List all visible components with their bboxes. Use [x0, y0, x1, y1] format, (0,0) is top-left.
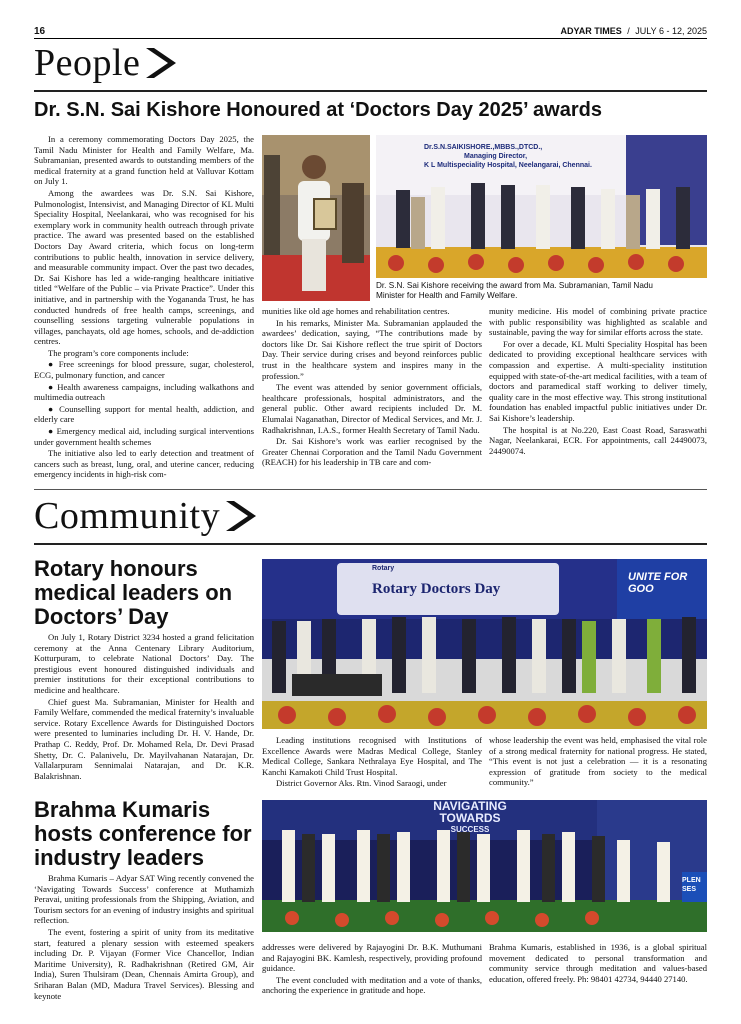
paragraph: The initiative also led to early detection and treatment of cancers such as breast, lung, oral, and uterine cancer, reducing emergency incidents in high-risk com-	[34, 448, 254, 480]
paragraph: For over a decade, KL Multi Speciality Hospital has been dedicated to providing exceptional healthcare services with compassion and expertise. A multi-speciality institution equipped with state-of-the-art medical facilities, with a team of doctors and paramedical staff working to deliver timely, quality care in the most effective way. This strong institutional foundation has enabled impactful public initiatives under Dr. Sai Kishore’s leadership.	[489, 338, 707, 423]
paragraph: The event, fostering a spirit of unity from its meditative start, featured a plenary session with esteemed speakers including Dr. P. Vijayan (Former Vice Chancellor, Indian Maritime University), R. Radhakrishnan (Retired GM, Air India), Suren Thulsiram (Dean, Chennais Amirta Group), and Sriharan Balan (MD, Madura Travel Services). Blessing and keynote	[34, 926, 254, 1001]
photo-rotary-event	[262, 559, 707, 729]
banner-line: K L Multispeciality Hospital, Neelangarai, Chennai.	[424, 162, 592, 169]
article3-col2	[262, 942, 482, 997]
paragraph: Brahma Kumaris – Adyar SAT Wing recently convened the ‘Navigating Towards Success’ conference at Muthamizh Peravai, uniting professionals from the Shipping, Aviation, and Tourism sectors for an evening of industry insights and spiritual reflection.	[34, 873, 254, 926]
photo-award-portrait	[262, 135, 370, 301]
unite-banner: UNITE FOR GOO	[628, 571, 688, 595]
photo-caption: Dr. S.N. Sai Kishore receiving the award from Ma. Subramanian, Tamil Nadu Minister for Health and Family Welfare.	[376, 281, 653, 300]
section-name: Community	[34, 495, 221, 537]
paragraph: whose leadership the event was held, emphasised the vital role of a strong medical fraternity for national progress. He stated, “This event is not just a celebration — it is a resonating expression of gratitude from society to the medical community.”	[489, 735, 707, 788]
banner-line: NAVIGATING	[433, 800, 507, 813]
paragraph: The hospital is at No.220, East Coast Road, Saraswathi Nagar, Neelankarai, ECR. For appointments, call 24490073, 24490074.	[489, 424, 707, 456]
paragraph: munities like old age homes and rehabilitation centres.	[262, 306, 450, 316]
rotary-banner-title: Rotary Doctors Day	[372, 581, 501, 597]
brahma-banner-title	[410, 800, 530, 836]
article1-col1	[34, 134, 254, 481]
section-name: People	[34, 42, 141, 84]
header-rule	[34, 38, 707, 39]
banner-line: Dr.S.N.SAIKISHORE.,MBBS.,DTCD.,	[424, 144, 543, 151]
paragraph: Leading institutions recognised with Institutions of Excellence Awards were Madras Medical College, Stanley Medical College, Sankara Nethralaya Eye Hospital, and The Kanchi Kamakoti Child Trust Hospital.	[262, 735, 482, 777]
paragraph: Brahma Kumaris, established in 1936, is a global spiritual movement dedicated to personal transformation and community service through meditation and values-based education, offered freely. Ph: 98401 42734, 94440 27140.	[489, 942, 707, 984]
article2-col3	[489, 735, 707, 789]
section-title-community	[34, 497, 258, 535]
chevron-right-icon	[224, 497, 258, 535]
section-rule	[34, 90, 707, 92]
portrait-illustration	[262, 135, 370, 301]
photo-brahma-kumaris-event	[262, 800, 707, 932]
paragraph: Among the awardees was Dr. S.N. Sai Kishore, Pulmonologist, Intensivist, and Managing Director of KL Multi Speciality Hospital, Neelankarai, who was recognised for his exemplary work in community health outreach through private practice. The award was presented based on the established Doctors Day Award criteria, which focus on long-term contributions to public health, innovation in service delivery, and measurable community impact. Over the past two decades, Dr. Sai Kishore has led a wide-ranging healthcare initiative titled “Welfare of the Public – via Private Practice”. Under this initiative, and in partnership with the Yogananda Trust, he has conducted hundreds of free health camps, screenings, and counselling sessions targeting vulnerable populations in villages, panchayats, old age homes, schools, and de-addiction centres.	[34, 187, 254, 347]
issue-date: JULY 6 - 12, 2025	[635, 26, 707, 36]
article3-col1	[34, 873, 254, 1002]
banner-line: Managing Director,	[464, 153, 528, 160]
article1-col2	[262, 306, 482, 469]
paragraph: In his remarks, Minister Ma. Subramanian applauded the awardees’ dedication, saying, “The contributions made by doctors like Dr. Sai Kishore reflect the true spirit of Doctors Day. Their service during crises and beyond reinforces public trust in the healthcare system and inspires many in the profession.”	[262, 317, 482, 381]
article2-headline: Rotary honours medical leaders on Doctors’ Day	[34, 556, 233, 629]
article1-headline: Dr. S.N. Sai Kishore Honoured at ‘Doctors Day 2025’ awards	[34, 99, 602, 121]
banner-line: TOWARDS	[439, 811, 501, 825]
paragraph: The event concluded with meditation and a vote of thanks, anchoring the experience in gratitude and hope.	[262, 974, 482, 996]
article3-col3	[489, 942, 707, 985]
article2-col1	[34, 632, 254, 782]
photo-award-ceremony	[376, 135, 707, 278]
article3-headline: Brahma Kumaris hosts conference for industry leaders	[34, 797, 252, 870]
section-title-people	[34, 44, 178, 82]
ceremony-banner-text	[424, 143, 592, 170]
paragraph: ● Free screenings for blood pressure, sugar, cholesterol, ECG, pulmonary function, and cancer	[34, 359, 254, 381]
section-divider	[34, 489, 707, 490]
section-rule	[34, 543, 707, 545]
article2-col2	[262, 735, 482, 790]
paragraph: On July 1, Rotary District 3234 hosted a grand felicitation ceremony at the Anna Centenary Library Auditorium, Kotturpuram, to celebrate National Doctors’ Day. The prestigious event honoured distinguished individuals and premier institutions for their exceptional contributions to medicine and healthcare.	[34, 632, 254, 695]
rotary-banner-top: Rotary	[372, 565, 395, 572]
chevron-right-icon	[144, 44, 178, 82]
paragraph: ● Counselling support for mental health, addiction, and elderly care	[34, 403, 254, 425]
page-number: 16	[34, 26, 46, 37]
separator: /	[627, 26, 630, 36]
paragraph: ● Health awareness campaigns, including walkathons and multimedia outreach	[34, 381, 254, 403]
article1-col3	[489, 306, 707, 457]
plenary-sign: PLEN SES	[682, 877, 701, 893]
paper-name: ADYAR TIMES	[560, 26, 622, 36]
paragraph: addresses were delivered by Rajayogini Dr. B.K. Muthumani and Rajayogini BK. Kamlesh, respectively, providing profound guidance.	[262, 942, 482, 974]
masthead-date	[561, 26, 707, 36]
paragraph: District Governor Aks. Rtn. Vinod Saraogi, under	[276, 778, 447, 789]
paragraph: Dr. Sai Kishore’s work was earlier recognised by the Greater Chennai Corporation and the Tamil Nadu Government (REACH) for his leadership in TB care and com-	[262, 436, 482, 468]
paragraph: Chief guest Ma. Subramanian, Minister for Health and Family Welfare, commended the medical fraternity’s invaluable service. Rotary Excellence Awards for Distinguished Doctors were presented to luminaries including Dr. H. V. Hande, Dr. Prathap C. Reddy, Prof. Dr. Mohamed Rela, Dr. Devi Prasad Shetty, Dr. C. Palanivelu, Dr. Mayilvahanan Natarajan, Dr. Vallalarpuram Sennimalai Natarajan, and Dr. K.R. Balakrishnan.	[34, 696, 254, 781]
paragraph: munity medicine. His model of combining private practice with public responsibility was highlighted as scalable and sustainable, paving the way for similar efforts across the state.	[489, 306, 707, 338]
banner-line: SUCCESS	[450, 825, 490, 834]
paragraph: In a ceremony commemorating Doctors Day 2025, the Tamil Nadu Minister for Health and Family Welfare, Ma. Subramanian, presented awards to outstanding members of the medical fraternity at a grand function held at Valluvar Kottam on July 1.	[34, 134, 254, 187]
paragraph: The event was attended by senior government officials, healthcare professionals, hospital administrators, and the general public. Other award recipients included Dr. M. Elumalai Naganathan, Director of Medical Services, and Mr. J. Radhakrishnan, I.A.S., former Health Secretary of Tamil Nadu.	[262, 382, 482, 435]
paragraph: ● Emergency medical aid, including surgical interventions under government health schemes	[34, 426, 254, 447]
paragraph: The program’s core components include:	[48, 347, 189, 358]
